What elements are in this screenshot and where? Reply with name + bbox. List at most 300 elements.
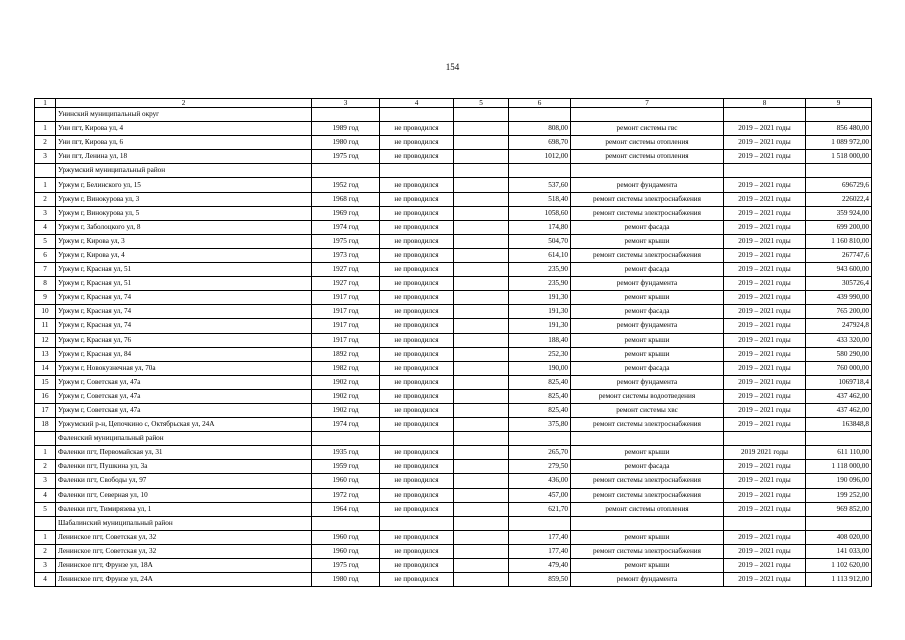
table-cell (454, 544, 509, 558)
table-cell: не проводился (380, 234, 454, 248)
table-cell: 1012,00 (509, 150, 571, 164)
empty-cell (380, 164, 454, 178)
table-cell: Уржум г, Кирова ул, 4 (56, 248, 312, 262)
table-cell: 2019 – 2021 годы (724, 248, 806, 262)
table-cell: 436,00 (509, 474, 571, 488)
table-cell: Уржум г, Красная ул, 51 (56, 263, 312, 277)
empty-cell (312, 164, 380, 178)
table-cell: 2019 – 2021 годы (724, 234, 806, 248)
table-cell: 8 (35, 277, 56, 291)
table-cell: 2019 – 2021 годы (724, 403, 806, 417)
table-cell: не проводился (380, 375, 454, 389)
table-cell (454, 150, 509, 164)
table-row (35, 446, 872, 460)
table-cell: 1892 год (312, 347, 380, 361)
table-row (35, 291, 872, 305)
table-cell: 16 (35, 389, 56, 403)
table-cell (454, 234, 509, 248)
section-number-cell (35, 516, 56, 530)
table-cell: 580 290,00 (806, 347, 872, 361)
table-cell: 11 (35, 319, 56, 333)
table-cell: 235,90 (509, 277, 571, 291)
empty-cell (380, 432, 454, 446)
table-cell: Ленинское пгт, Фрунзе ул, 24А (56, 573, 312, 587)
empty-cell (454, 432, 509, 446)
table-cell: 3 (35, 474, 56, 488)
table-cell (454, 319, 509, 333)
table-cell: ремонт крыши (571, 234, 724, 248)
table-cell: 2019 – 2021 годы (724, 559, 806, 573)
table-cell: 1 (35, 178, 56, 192)
table-cell: 2019 – 2021 годы (724, 150, 806, 164)
header-cell: 7 (571, 99, 724, 108)
table-cell: Ленинское пгт, Советская ул, 32 (56, 544, 312, 558)
table-cell: 2 (35, 136, 56, 150)
table-cell: 265,70 (509, 446, 571, 460)
table-cell: 1069718,4 (806, 375, 872, 389)
header-cell: 3 (312, 99, 380, 108)
table-row (35, 488, 872, 502)
table-cell: не проводился (380, 206, 454, 220)
table-cell (454, 474, 509, 488)
table-cell (454, 403, 509, 417)
table-cell: 1 089 972,00 (806, 136, 872, 150)
table-cell: 2 (35, 544, 56, 558)
table-cell: 6 (35, 248, 56, 262)
table-row (35, 234, 872, 248)
table-cell (454, 248, 509, 262)
table-cell: ремонт системы электроснабжения (571, 488, 724, 502)
table-cell: ремонт системы отопления (571, 502, 724, 516)
table-cell: 2019 – 2021 годы (724, 460, 806, 474)
table-cell: Уни пгт, Кирова ул, 4 (56, 122, 312, 136)
table-cell: 2019 – 2021 годы (724, 220, 806, 234)
table-row (35, 361, 872, 375)
table-cell: не проводился (380, 291, 454, 305)
section-title: Уржумский муниципальный район (56, 164, 312, 178)
table-cell: 2019 – 2021 годы (724, 319, 806, 333)
table-cell: 969 852,00 (806, 502, 872, 516)
empty-cell (571, 432, 724, 446)
table-cell: 177,40 (509, 544, 571, 558)
table-cell: Фаленки пгт, Северная ул, 10 (56, 488, 312, 502)
table-cell: 279,50 (509, 460, 571, 474)
table-row (35, 502, 872, 516)
table-cell (454, 291, 509, 305)
table-cell: Уржум г, Красная ул, 74 (56, 319, 312, 333)
header-cell: 4 (380, 99, 454, 108)
empty-cell (454, 108, 509, 122)
table-cell: 1964 год (312, 502, 380, 516)
table-cell: 1960 год (312, 544, 380, 558)
table-cell (454, 192, 509, 206)
table-cell: Уржум г, Красная ул, 84 (56, 347, 312, 361)
table-cell: 1952 год (312, 178, 380, 192)
table-cell: 3 (35, 206, 56, 220)
table-row (35, 559, 872, 573)
table-cell: 7 (35, 263, 56, 277)
table-cell: 1975 год (312, 234, 380, 248)
table-cell: 2019 – 2021 годы (724, 333, 806, 347)
table-cell: 518,40 (509, 192, 571, 206)
table-cell: 825,40 (509, 403, 571, 417)
table-cell: 14 (35, 361, 56, 375)
table-cell: 177,40 (509, 530, 571, 544)
table-cell: 760 000,00 (806, 361, 872, 375)
table-row (35, 460, 872, 474)
table-cell: ремонт крыши (571, 333, 724, 347)
table-cell: 1927 год (312, 263, 380, 277)
table-cell (454, 418, 509, 432)
table-cell: не проводился (380, 418, 454, 432)
table-cell: не проводился (380, 192, 454, 206)
table-cell: 2019 – 2021 годы (724, 263, 806, 277)
table-cell: 2019 – 2021 годы (724, 488, 806, 502)
table-cell: 2 (35, 460, 56, 474)
table-cell: не проводился (380, 573, 454, 587)
table-cell: 2019 – 2021 годы (724, 206, 806, 220)
section-title: Шабалинский муниципальный район (56, 516, 312, 530)
table-cell: 2019 – 2021 годы (724, 347, 806, 361)
table-cell: 1980 год (312, 573, 380, 587)
table-cell: 537,60 (509, 178, 571, 192)
table-cell: ремонт системы электроснабжения (571, 474, 724, 488)
table-cell: 504,70 (509, 234, 571, 248)
table-cell: 191,30 (509, 319, 571, 333)
table-cell: ремонт крыши (571, 530, 724, 544)
table-cell: Уржум г, Советская ул, 47а (56, 375, 312, 389)
empty-cell (724, 108, 806, 122)
table-cell: 1902 год (312, 403, 380, 417)
table-cell: 408 020,00 (806, 530, 872, 544)
empty-cell (806, 108, 872, 122)
table-cell: 190,00 (509, 361, 571, 375)
table-cell: Уржум г, Кирова ул, 3 (56, 234, 312, 248)
table-cell: 1975 год (312, 559, 380, 573)
table-cell: 247924,8 (806, 319, 872, 333)
section-row (35, 108, 872, 122)
table-cell: не проводился (380, 220, 454, 234)
table-cell: 188,40 (509, 333, 571, 347)
table-row (35, 530, 872, 544)
table-cell: 1980 год (312, 136, 380, 150)
table-cell: 479,40 (509, 559, 571, 573)
table-row (35, 122, 872, 136)
table-cell (454, 220, 509, 234)
table-cell: 2019 – 2021 годы (724, 573, 806, 587)
table-cell: не проводился (380, 136, 454, 150)
table-cell: 191,30 (509, 291, 571, 305)
table-cell: ремонт крыши (571, 291, 724, 305)
table-cell: не проводился (380, 446, 454, 460)
table-cell: Уржум г, Красная ул, 74 (56, 291, 312, 305)
table-row (35, 150, 872, 164)
table-cell (454, 263, 509, 277)
table-cell (454, 206, 509, 220)
table-cell: 1 102 620,00 (806, 559, 872, 573)
empty-cell (806, 516, 872, 530)
table-cell: 12 (35, 333, 56, 347)
table-cell: 1902 год (312, 375, 380, 389)
table-row (35, 347, 872, 361)
table-cell (454, 389, 509, 403)
table-cell: 1 118 000,00 (806, 460, 872, 474)
table-cell: 1989 год (312, 122, 380, 136)
table-cell: 1927 год (312, 277, 380, 291)
table-cell: ремонт крыши (571, 559, 724, 573)
header-cell: 5 (454, 99, 509, 108)
table-cell: не проводился (380, 347, 454, 361)
table-cell: 15 (35, 375, 56, 389)
table-cell: 4 (35, 573, 56, 587)
section-number-cell (35, 108, 56, 122)
table-cell: ремонт системы отопления (571, 136, 724, 150)
table-cell: ремонт системы водоотведения (571, 389, 724, 403)
empty-cell (454, 164, 509, 178)
empty-cell (454, 516, 509, 530)
table-cell: 1975 год (312, 150, 380, 164)
table-cell: 621,70 (509, 502, 571, 516)
empty-cell (312, 516, 380, 530)
table-cell (454, 277, 509, 291)
header-cell: 1 (35, 99, 56, 108)
table-cell: 235,90 (509, 263, 571, 277)
table-cell: 1968 год (312, 192, 380, 206)
table-cell (454, 446, 509, 460)
table-cell: не проводился (380, 361, 454, 375)
empty-cell (571, 164, 724, 178)
table-cell: ремонт фасада (571, 220, 724, 234)
table-cell: 1935 год (312, 446, 380, 460)
table-cell: ремонт крыши (571, 446, 724, 460)
table-cell (454, 122, 509, 136)
empty-cell (380, 516, 454, 530)
table-cell: 1917 год (312, 319, 380, 333)
table-row (35, 319, 872, 333)
table-cell: 1959 год (312, 460, 380, 474)
table-cell (454, 375, 509, 389)
table-cell: 1969 год (312, 206, 380, 220)
table-cell: не проводился (380, 122, 454, 136)
table-cell: 1960 год (312, 474, 380, 488)
table-cell: не проводился (380, 403, 454, 417)
table-cell: 696729,6 (806, 178, 872, 192)
table-cell: 267747,6 (806, 248, 872, 262)
table-cell: 141 033,00 (806, 544, 872, 558)
table-cell: ремонт фасада (571, 263, 724, 277)
section-number-cell (35, 432, 56, 446)
table-row (35, 389, 872, 403)
capital-repair-table (34, 98, 872, 587)
table-cell: не проводился (380, 389, 454, 403)
table-cell: 190 096,00 (806, 474, 872, 488)
table-cell: Уржум г, Заболоцкого ул, 8 (56, 220, 312, 234)
table-cell (454, 136, 509, 150)
table-cell: 305726,4 (806, 277, 872, 291)
table-cell (454, 573, 509, 587)
table-cell: ремонт системы электроснабжения (571, 248, 724, 262)
table-cell: ремонт системы электроснабжения (571, 544, 724, 558)
table-cell: ремонт системы электроснабжения (571, 206, 724, 220)
table-cell: ремонт системы гвс (571, 122, 724, 136)
table-cell: 1972 год (312, 488, 380, 502)
table-cell: 943 600,00 (806, 263, 872, 277)
table-cell (454, 361, 509, 375)
table-cell: ремонт системы отопления (571, 150, 724, 164)
empty-cell (571, 108, 724, 122)
table-cell: 2019 – 2021 годы (724, 192, 806, 206)
table-cell: Уржум г, Винокурова ул, 3 (56, 192, 312, 206)
table-cell: Уржум г, Советская ул, 47а (56, 403, 312, 417)
table-cell: 5 (35, 502, 56, 516)
table-cell: 2019 2021 годы (724, 446, 806, 460)
table-cell: 825,40 (509, 375, 571, 389)
table-cell: 2019 – 2021 годы (724, 544, 806, 558)
table-cell: 18 (35, 418, 56, 432)
table-cell: Фаленки пгт, Тимирязева ул, 1 (56, 502, 312, 516)
table-row (35, 220, 872, 234)
table-cell (454, 559, 509, 573)
table-cell: ремонт фундамента (571, 573, 724, 587)
empty-cell (724, 164, 806, 178)
table-cell: не проводился (380, 530, 454, 544)
table-cell: 9 (35, 291, 56, 305)
table-cell: 614,10 (509, 248, 571, 262)
table-cell: 359 924,00 (806, 206, 872, 220)
table-cell: не проводился (380, 305, 454, 319)
table-row (35, 206, 872, 220)
header-row (35, 99, 872, 108)
table-cell: 4 (35, 220, 56, 234)
section-row (35, 164, 872, 178)
table-cell: не проводился (380, 460, 454, 474)
table-cell: ремонт фундамента (571, 277, 724, 291)
section-title: Унинский муниципальный округ (56, 108, 312, 122)
table-cell: Уржум г, Новокузнечная ул, 70а (56, 361, 312, 375)
table-cell: 2019 – 2021 годы (724, 418, 806, 432)
empty-cell (380, 108, 454, 122)
empty-cell (509, 432, 571, 446)
table-cell: 252,30 (509, 347, 571, 361)
table-cell: 2019 – 2021 годы (724, 178, 806, 192)
table-cell: 375,80 (509, 418, 571, 432)
table-cell: 1917 год (312, 333, 380, 347)
table-cell: 2019 – 2021 годы (724, 291, 806, 305)
table-cell: не проводился (380, 319, 454, 333)
table-row (35, 277, 872, 291)
table-cell: 2 (35, 192, 56, 206)
table-cell: 699 200,00 (806, 220, 872, 234)
table-cell: Уни пгт, Ленина ул, 18 (56, 150, 312, 164)
table-cell: 2019 – 2021 годы (724, 375, 806, 389)
table-cell: Уржумский р-н, Цепочкино с, Октябрьская ул, 24А (56, 418, 312, 432)
table-cell: 2019 – 2021 годы (724, 305, 806, 319)
table-cell: 437 462,00 (806, 389, 872, 403)
table-cell: Уржум г, Красная ул, 51 (56, 277, 312, 291)
table-cell: 825,40 (509, 389, 571, 403)
table-cell (454, 502, 509, 516)
table-cell: ремонт фундамента (571, 375, 724, 389)
table-cell: не проводился (380, 178, 454, 192)
table-cell: Уржум г, Красная ул, 76 (56, 333, 312, 347)
table-row (35, 192, 872, 206)
table-cell: ремонт фасада (571, 305, 724, 319)
table-cell: Уржум г, Красная ул, 74 (56, 305, 312, 319)
table-cell: не проводился (380, 150, 454, 164)
table-cell: 1 (35, 530, 56, 544)
table-cell: не проводился (380, 474, 454, 488)
table-cell (454, 530, 509, 544)
table-cell: 199 252,00 (806, 488, 872, 502)
table-cell (454, 488, 509, 502)
table-cell: не проводился (380, 488, 454, 502)
table-cell: Фаленки пгт, Свободы ул, 97 (56, 474, 312, 488)
table-cell: Уржум г, Винокурова ул, 5 (56, 206, 312, 220)
table-cell: 10 (35, 305, 56, 319)
table-cell: ремонт фасада (571, 361, 724, 375)
table-cell: ремонт фундамента (571, 178, 724, 192)
empty-cell (312, 432, 380, 446)
table-cell: 5 (35, 234, 56, 248)
table-cell: 1 113 912,00 (806, 573, 872, 587)
table-cell: 808,00 (509, 122, 571, 136)
empty-cell (724, 516, 806, 530)
section-row (35, 516, 872, 530)
table-cell: 2019 – 2021 годы (724, 474, 806, 488)
table-cell: 191,30 (509, 305, 571, 319)
table-row (35, 305, 872, 319)
table-cell: 13 (35, 347, 56, 361)
table-cell: 3 (35, 559, 56, 573)
table-cell: 2019 – 2021 годы (724, 361, 806, 375)
table-cell: 1973 год (312, 248, 380, 262)
table-cell: ремонт системы электроснабжения (571, 418, 724, 432)
table-cell: Уржум г, Советская ул, 47а (56, 389, 312, 403)
table-cell (454, 460, 509, 474)
table-row (35, 403, 872, 417)
empty-cell (571, 516, 724, 530)
table-row (35, 248, 872, 262)
table-row (35, 544, 872, 558)
table-cell: 2019 – 2021 годы (724, 277, 806, 291)
table-cell (454, 305, 509, 319)
table-cell: Фаленки пгт, Пушкина ул, 3а (56, 460, 312, 474)
table-cell: 1974 год (312, 418, 380, 432)
table-cell: Уржум г, Белинского ул, 15 (56, 178, 312, 192)
table-cell: не проводился (380, 502, 454, 516)
table-cell: ремонт системы электроснабжения (571, 192, 724, 206)
table-cell: ремонт крыши (571, 347, 724, 361)
table-cell: 437 462,00 (806, 403, 872, 417)
table-cell (454, 178, 509, 192)
table-row (35, 263, 872, 277)
header-cell: 2 (56, 99, 312, 108)
table-cell: 859,50 (509, 573, 571, 587)
table-cell: 1974 год (312, 220, 380, 234)
table-cell: Ленинское пгт, Советская ул, 32 (56, 530, 312, 544)
empty-cell (509, 108, 571, 122)
table-cell: 1 518 000,00 (806, 150, 872, 164)
table-cell: не проводился (380, 559, 454, 573)
table-cell: не проводился (380, 248, 454, 262)
table-cell: ремонт системы хвс (571, 403, 724, 417)
page-number: 154 (445, 62, 460, 72)
table-row (35, 375, 872, 389)
table-cell: 174,80 (509, 220, 571, 234)
table-cell: 1 (35, 446, 56, 460)
table-row (35, 333, 872, 347)
table-cell: 2019 – 2021 годы (724, 389, 806, 403)
